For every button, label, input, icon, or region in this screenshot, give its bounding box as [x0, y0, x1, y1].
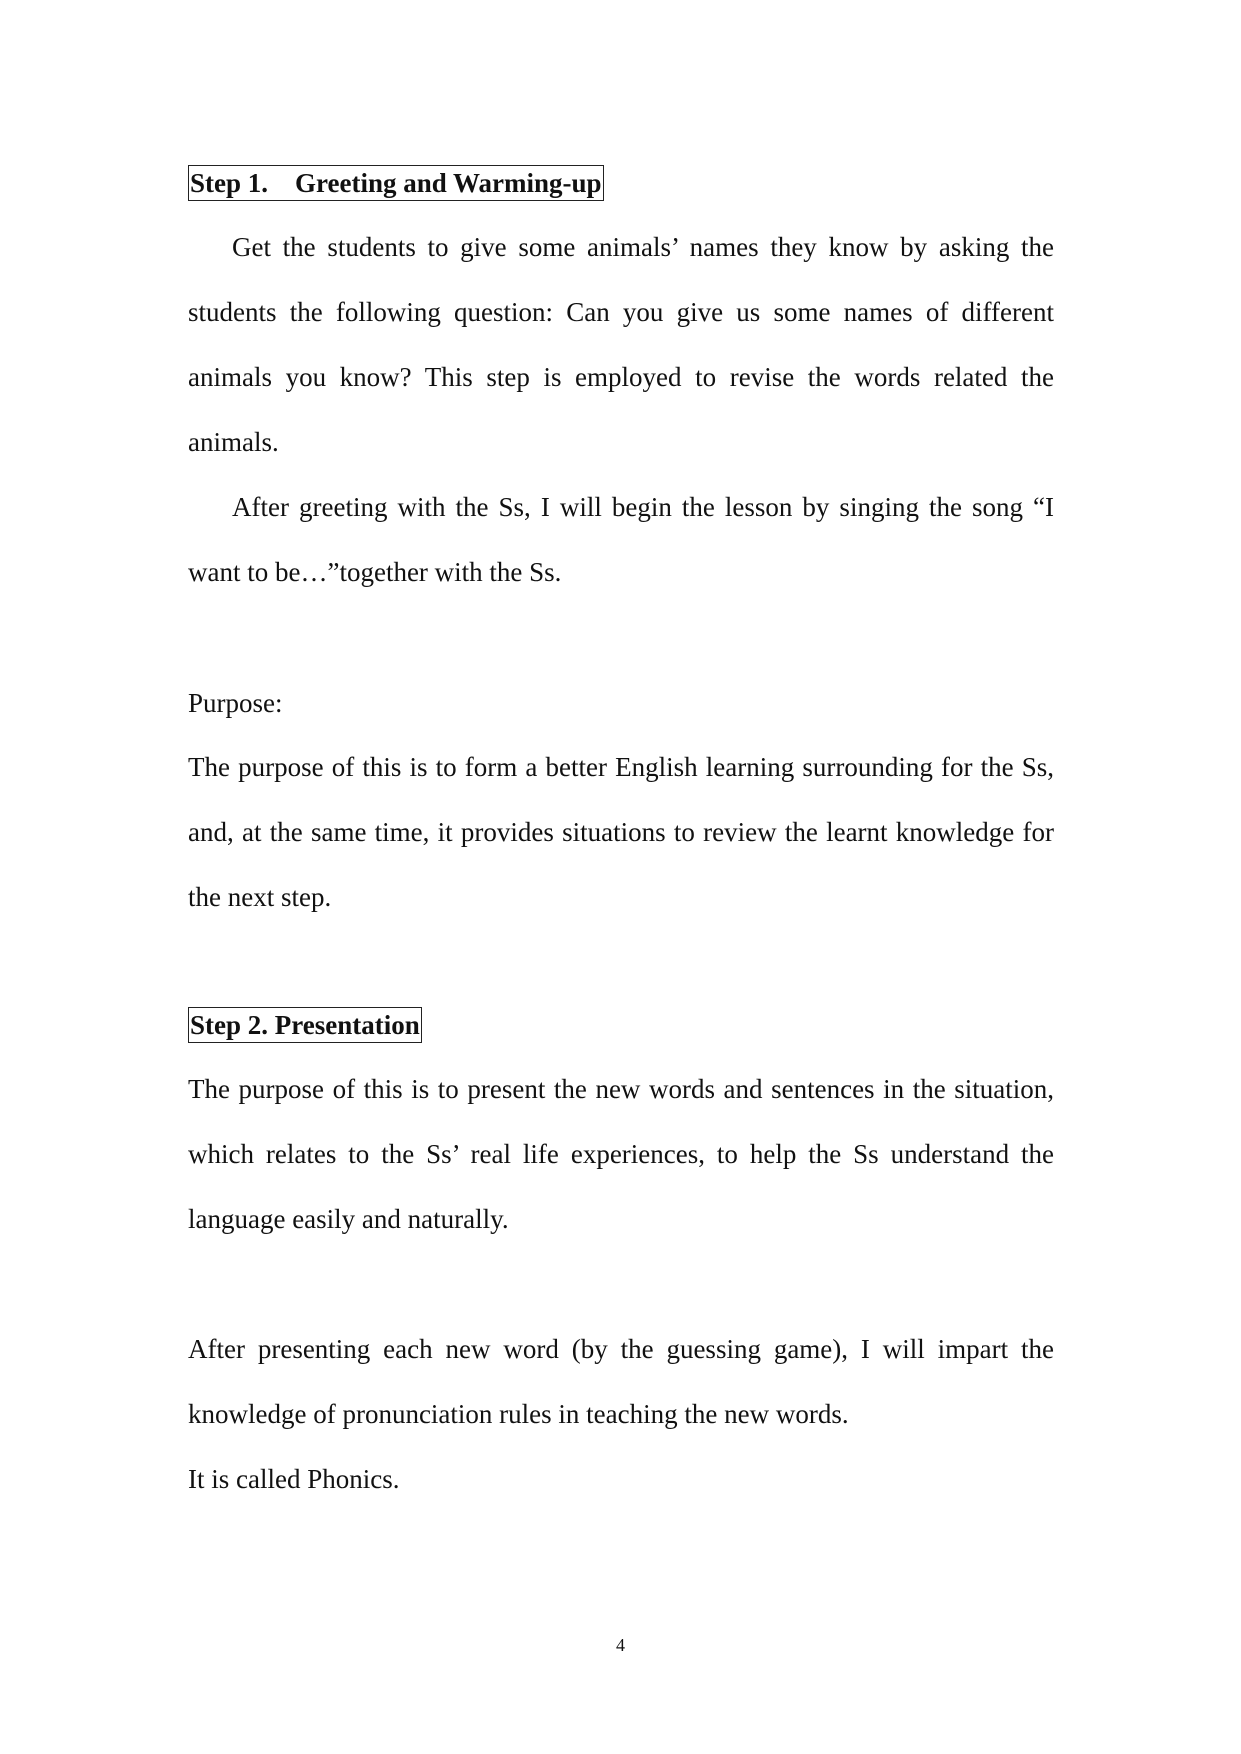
- step1-paragraph-1: Get the students to give some animals’ names they know by asking the students the following question: Can you give us some names of different animals you know? This step is employed to revise the words related the animals.: [188, 232, 1054, 457]
- step2-paragraph-1: The purpose of this is to present the new words and sentences in the situation, which relates to the Ss’ real life experiences, to help the Ss understand the language easily and naturally.: [188, 1074, 1054, 1234]
- step2-paragraph-2: After presenting each new word (by the guessing game), I will impart the knowledge of pronunciation rules in teaching the new words.: [188, 1334, 1054, 1429]
- purpose-paragraph: The purpose of this is to form a better English learning surrounding for the Ss, and, at the same time, it provides situations to review the learnt knowledge for the next step.: [188, 752, 1054, 912]
- step2-heading: Step 2. Presentation: [188, 1007, 422, 1043]
- step2-line-phonics: It is called Phonics.: [188, 1464, 400, 1494]
- step1-paragraph-2: After greeting with the Ss, I will begin the lesson by singing the song “I want to be…”together with the Ss.: [188, 492, 1054, 587]
- step1-heading: Step 1. Greeting and Warming-up: [188, 165, 604, 201]
- purpose-label: Purpose:: [188, 688, 283, 718]
- page-number: 4: [616, 1635, 625, 1655]
